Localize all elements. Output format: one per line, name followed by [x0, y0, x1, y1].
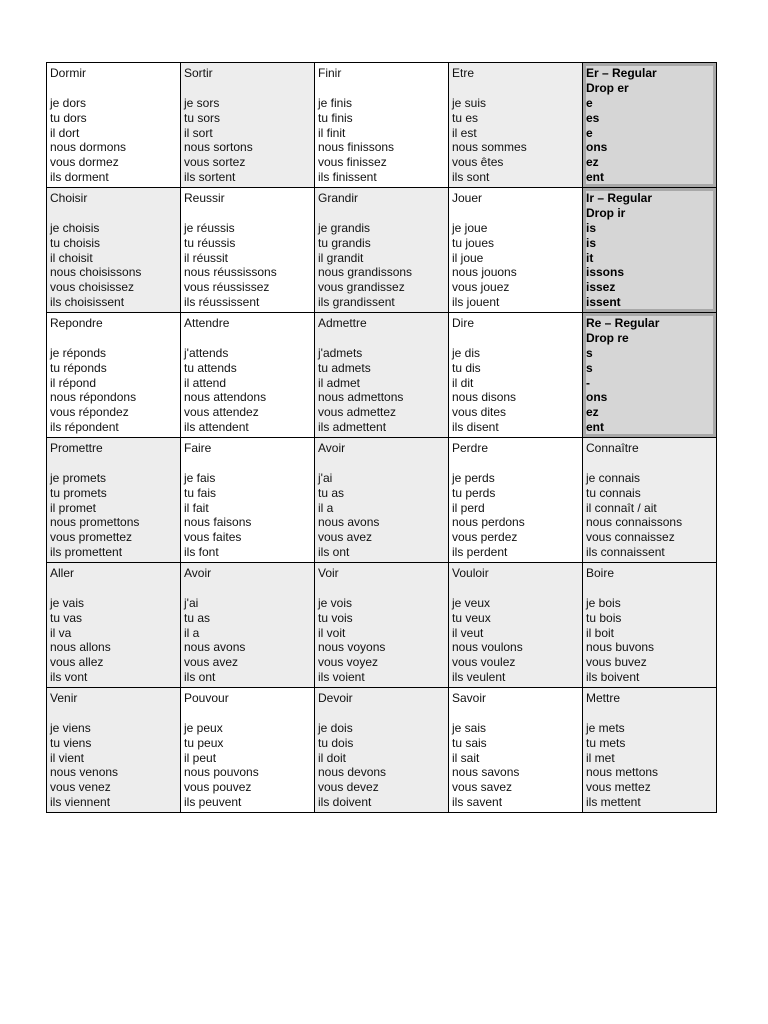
verb-title: Connaître [586, 441, 639, 455]
conjugation-line: vous allez [50, 655, 104, 670]
conjugation-line: nous voyons [318, 640, 386, 655]
spacer [50, 206, 177, 221]
spacer [184, 456, 311, 471]
verb-cell [449, 438, 583, 563]
spacer [586, 706, 713, 721]
conjugation-line: il sort [184, 125, 213, 140]
regular-ending-cell [583, 313, 717, 438]
conjugation-line: tu peux [184, 735, 224, 750]
conjugation-line: il voit [318, 625, 346, 640]
conjugation-line: vous jouez [452, 280, 510, 295]
conjugation-line: ils attendent [184, 420, 249, 435]
conjugation-line: je sais [452, 720, 487, 735]
verb-title: Admettre [318, 316, 367, 330]
spacer [452, 706, 579, 721]
conjugation-line: ils boivent [586, 670, 640, 685]
table-row [47, 188, 717, 313]
verb-title: Boire [586, 566, 615, 580]
conjugation-line: ils jouent [452, 295, 500, 310]
conjugation-line: nous venons [50, 765, 119, 780]
verb-cell [449, 63, 583, 188]
conjugation-line: nous savons [452, 765, 520, 780]
conjugation-line: vous devez [318, 780, 379, 795]
conjugation-line: nous buvons [586, 640, 655, 655]
conjugation-line: je perds [452, 470, 495, 485]
conjugation-line: nous avons [184, 640, 246, 655]
verb-cell [181, 63, 315, 188]
conjugation-line: je dois [318, 720, 353, 735]
verb-title: Aller [50, 566, 75, 580]
verb-title: Avoir [318, 441, 346, 455]
table-row [47, 688, 717, 813]
verb-title: Pouvour [184, 691, 229, 705]
conjugation-line: vous avez [184, 655, 239, 670]
conjugation-line: tu admets [318, 360, 371, 375]
conjugation-line: nous allons [50, 640, 111, 655]
spacer [50, 581, 177, 596]
drop-rule: Drop re [586, 330, 629, 345]
verb-title: Devoir [318, 691, 353, 705]
conjugation-line: vous êtes [452, 155, 504, 170]
conjugation-line: tu perds [452, 485, 496, 500]
verb-title: Avoir [184, 566, 212, 580]
spacer [184, 81, 311, 96]
conjugation-line: vous avez [318, 530, 373, 545]
conjugation-line: tu sors [184, 110, 221, 125]
conjugation-line: nous dormons [50, 140, 127, 155]
conjugation-line: il choisit [50, 250, 93, 265]
conjugation-line: nous attendons [184, 390, 267, 405]
verb-title: Faire [184, 441, 212, 455]
verb-title: Mettre [586, 691, 621, 705]
drop-rule: Drop er [586, 80, 629, 95]
conjugation-line: je peux [184, 720, 223, 735]
conjugation-line: vous pouvez [184, 780, 252, 795]
spacer [50, 81, 177, 96]
conjugation-line: nous grandissons [318, 265, 413, 280]
conjugation-line: je promets [50, 470, 107, 485]
ending-line: e [586, 125, 593, 140]
conjugation-line: nous pouvons [184, 765, 259, 780]
conjugation-line: il sait [452, 750, 480, 765]
conjugation-line: je veux [452, 595, 491, 610]
conjugation-line: il grandit [318, 250, 364, 265]
conjugation-line: ils peuvent [184, 795, 242, 810]
conjugation-line: ils savent [452, 795, 503, 810]
ending-line: ent [586, 420, 604, 435]
verb-cell [449, 688, 583, 813]
conjugation-line: tu as [318, 485, 345, 500]
conjugation-line: nous perdons [452, 515, 525, 530]
verb-cell [47, 563, 181, 688]
verb-cell [315, 63, 449, 188]
ending-line: ez [586, 155, 599, 170]
conjugation-line: je sors [184, 95, 220, 110]
conjugation-line: vous attendez [184, 405, 259, 420]
ending-line: s [586, 360, 593, 375]
conjugation-line: nous admettons [318, 390, 404, 405]
spacer [318, 206, 445, 221]
spacer [50, 331, 177, 346]
conjugation-line: je viens [50, 720, 91, 735]
conjugation-line: tu attends [184, 360, 237, 375]
verb-cell [315, 563, 449, 688]
conjugation-line: vous buvez [586, 655, 647, 670]
verb-title: Venir [50, 691, 78, 705]
verb-title: Vouloir [452, 566, 489, 580]
conjugation-line: vous choisissez [50, 280, 135, 295]
verb-cell [181, 563, 315, 688]
conjugation-line: je vais [50, 595, 85, 610]
conjugation-line: il promet [50, 500, 97, 515]
verb-title: Jouer [452, 191, 483, 205]
conjugation-line: il est [452, 125, 477, 140]
conjugation-line: j'ai [184, 595, 199, 610]
conjugation-line: ils doivent [318, 795, 372, 810]
conjugation-line: je joue [452, 220, 488, 235]
verb-title: Etre [452, 66, 475, 80]
conjugation-line: tu dois [318, 735, 354, 750]
conjugation-line: nous mettons [586, 765, 659, 780]
table-row [47, 438, 717, 563]
conjugation-line: je choisis [50, 220, 100, 235]
conjugation-line: vous répondez [50, 405, 129, 420]
conjugation-line: ils voient [318, 670, 365, 685]
conjugation-line: ils veulent [452, 670, 506, 685]
verb-title: Sortir [184, 66, 213, 80]
conjugation-line: il joue [452, 250, 484, 265]
conjugation-line: vous finissez [318, 155, 387, 170]
conjugation-line: je finis [318, 95, 353, 110]
conjugation-line: je bois [586, 595, 621, 610]
conjugation-line: il a [184, 625, 200, 640]
spacer [586, 581, 713, 596]
conjugation-line: tu réussis [184, 235, 236, 250]
conjugation-line: je dis [452, 345, 481, 360]
conjugation-line: il a [318, 500, 334, 515]
conjugation-line: je réponds [50, 345, 107, 360]
verb-title: Ir – Regular [586, 191, 653, 205]
conjugation-line: vous promettez [50, 530, 133, 545]
conjugation-line: je dors [50, 95, 87, 110]
verb-title: Voir [318, 566, 339, 580]
conjugation-line: tu réponds [50, 360, 107, 375]
conjugation-line: tu viens [50, 735, 92, 750]
verb-cell [315, 313, 449, 438]
table-row [47, 313, 717, 438]
conjugation-line: ils grandissent [318, 295, 395, 310]
conjugation-line: il finit [318, 125, 346, 140]
conjugation-table-body [47, 63, 717, 813]
conjugation-line: ils choisissent [50, 295, 125, 310]
verb-cell [315, 688, 449, 813]
spacer [184, 706, 311, 721]
conjugation-line: il met [586, 750, 615, 765]
ending-line: issez [586, 280, 616, 295]
ending-line: is [586, 220, 597, 235]
verb-cell [181, 188, 315, 313]
conjugation-line: nous sommes [452, 140, 527, 155]
regular-ending-cell [583, 188, 717, 313]
verb-cell [47, 63, 181, 188]
verb-title: Dire [452, 316, 475, 330]
conjugation-line: vous perdez [452, 530, 518, 545]
conjugation-line: il veut [452, 625, 484, 640]
ending-line: ons [586, 140, 608, 155]
spacer [452, 81, 579, 96]
spacer [452, 456, 579, 471]
verb-cell [47, 438, 181, 563]
conjugation-line: nous réussissons [184, 265, 277, 280]
conjugation-line: tu joues [452, 235, 495, 250]
conjugation-line: je mets [586, 720, 625, 735]
verb-cell [315, 438, 449, 563]
verb-cell [449, 313, 583, 438]
table-row [47, 63, 717, 188]
conjugation-line: il répond [50, 375, 97, 390]
spacer [50, 706, 177, 721]
conjugation-line: tu es [452, 110, 479, 125]
conjugation-line: nous devons [318, 765, 387, 780]
conjugation-line: je grandis [318, 220, 371, 235]
conjugation-line: nous disons [452, 390, 517, 405]
conjugation-line: nous connaissons [586, 515, 683, 530]
conjugation-line: ils mettent [586, 795, 641, 810]
table-row [47, 563, 717, 688]
ending-line: es [586, 110, 600, 125]
conjugation-line: j'ai [318, 470, 333, 485]
conjugation-line: vous réussissez [184, 280, 270, 295]
conjugation-line: ils font [184, 545, 219, 560]
conjugation-line: je fais [184, 470, 216, 485]
spacer [318, 331, 445, 346]
conjugation-line: il connaît / ait [586, 500, 657, 515]
conjugation-line: vous grandissez [318, 280, 405, 295]
conjugation-line: tu finis [318, 110, 353, 125]
verb-title: Perdre [452, 441, 489, 455]
ending-line: issons [586, 265, 625, 280]
conjugation-line: vous connaissez [586, 530, 675, 545]
spacer [318, 456, 445, 471]
verb-cell [47, 688, 181, 813]
verb-title: Dormir [50, 66, 86, 80]
conjugation-line: tu vois [318, 610, 353, 625]
verb-title: Re – Regular [586, 316, 660, 330]
conjugation-line: ils répondent [50, 420, 119, 435]
conjugation-line: je connais [586, 470, 641, 485]
spacer [452, 331, 579, 346]
conjugation-line: ils ont [184, 670, 216, 685]
conjugation-line: il fait [184, 500, 209, 515]
spacer [184, 331, 311, 346]
conjugation-line: nous finissons [318, 140, 395, 155]
conjugation-line: nous jouons [452, 265, 517, 280]
conjugation-line: tu sais [452, 735, 487, 750]
conjugation-line: ils viennent [50, 795, 111, 810]
conjugation-line: il peut [184, 750, 217, 765]
conjugation-line: vous admettez [318, 405, 397, 420]
spacer [184, 206, 311, 221]
conjugation-line: tu veux [452, 610, 491, 625]
conjugation-line: il va [50, 625, 72, 640]
verb-cell [449, 188, 583, 313]
conjugation-line: ils connaissent [586, 545, 665, 560]
conjugation-line: ils dorment [50, 170, 109, 185]
verb-title: Promettre [50, 441, 103, 455]
conjugation-line: vous savez [452, 780, 513, 795]
conjugation-line: vous voulez [452, 655, 516, 670]
ending-line: issent [586, 295, 621, 310]
drop-rule: Drop ir [586, 205, 626, 220]
conjugation-line: tu bois [586, 610, 622, 625]
conjugation-line: vous voyez [318, 655, 379, 670]
verb-title: Repondre [50, 316, 103, 330]
ending-line: ez [586, 405, 599, 420]
verb-cell [449, 563, 583, 688]
ending-line: is [586, 235, 597, 250]
verb-cell [315, 188, 449, 313]
spacer [184, 581, 311, 596]
conjugation-line: j'admets [318, 345, 363, 360]
verb-title: Er – Regular [586, 66, 657, 80]
conjugation-line: tu connais [586, 485, 641, 500]
conjugation-line: tu dis [452, 360, 481, 375]
conjugation-line: ils réussissent [184, 295, 260, 310]
spacer [318, 706, 445, 721]
conjugation-line: je réussis [184, 220, 235, 235]
conjugation-line: tu vas [50, 610, 83, 625]
ending-line: it [586, 250, 594, 265]
conjugation-line: il dort [50, 125, 80, 140]
conjugation-line: nous répondons [50, 390, 137, 405]
verb-cell [181, 313, 315, 438]
conjugation-line: tu fais [184, 485, 217, 500]
conjugation-line: nous voulons [452, 640, 523, 655]
conjugation-line: vous mettez [586, 780, 651, 795]
conjugation-line: vous dormez [50, 155, 119, 170]
conjugation-line: je suis [452, 95, 487, 110]
conjugation-line: il boit [586, 625, 615, 640]
conjugation-line: ils finissent [318, 170, 377, 185]
ending-line: e [586, 95, 593, 110]
conjugation-line: vous faites [184, 530, 242, 545]
ending-line: - [586, 375, 590, 390]
verb-title: Savoir [452, 691, 487, 705]
verb-cell [583, 563, 717, 688]
verb-cell [583, 688, 717, 813]
conjugation-line: nous faisons [184, 515, 252, 530]
conjugation-line: il vient [50, 750, 85, 765]
spacer [50, 456, 177, 471]
verb-title: Grandir [318, 191, 359, 205]
conjugation-line: ils sortent [184, 170, 236, 185]
verb-title: Reussir [184, 191, 225, 205]
conjugation-line: il admet [318, 375, 361, 390]
conjugation-line: il perd [452, 500, 485, 515]
conjugation-line: ils admettent [318, 420, 387, 435]
verb-cell [583, 438, 717, 563]
verb-cell [47, 188, 181, 313]
conjugation-line: ils sont [452, 170, 490, 185]
conjugation-line: tu dors [50, 110, 87, 125]
conjugation-line: ils perdent [452, 545, 508, 560]
conjugation-line: nous choisissons [50, 265, 142, 280]
verb-title: Finir [318, 66, 342, 80]
conjugation-line: tu choisis [50, 235, 101, 250]
conjugation-line: il dit [452, 375, 474, 390]
verb-cell [47, 313, 181, 438]
conjugation-line: tu promets [50, 485, 107, 500]
ending-line: s [586, 345, 593, 360]
conjugation-line: il doit [318, 750, 347, 765]
conjugation-line: il réussit [184, 250, 229, 265]
conjugation-line: tu grandis [318, 235, 371, 250]
conjugation-line: nous avons [318, 515, 380, 530]
verb-title: Choisir [50, 191, 88, 205]
conjugation-line: ils promettent [50, 545, 123, 560]
conjugation-line: ils vont [50, 670, 88, 685]
verb-cell [181, 688, 315, 813]
ending-line: ons [586, 390, 608, 405]
conjugation-line: ils ont [318, 545, 350, 560]
regular-ending-cell [583, 63, 717, 188]
conjugation-line: je vois [318, 595, 353, 610]
spacer [318, 81, 445, 96]
spacer [452, 581, 579, 596]
conjugation-line: j'attends [184, 345, 229, 360]
conjugation-line: ils disent [452, 420, 499, 435]
conjugation-line: vous venez [50, 780, 111, 795]
verb-title: Attendre [184, 316, 230, 330]
conjugation-line: nous promettons [50, 515, 140, 530]
spacer [586, 456, 713, 471]
ending-line: ent [586, 170, 604, 185]
spacer [318, 581, 445, 596]
conjugation-line: nous sortons [184, 140, 253, 155]
spacer [452, 206, 579, 221]
conjugation-line: vous dites [452, 405, 507, 420]
conjugation-line: il attend [184, 375, 227, 390]
conjugation-line: tu mets [586, 735, 626, 750]
verb-cell [181, 438, 315, 563]
conjugation-line: tu as [184, 610, 211, 625]
conjugation-line: vous sortez [184, 155, 246, 170]
conjugation-table [46, 62, 717, 813]
